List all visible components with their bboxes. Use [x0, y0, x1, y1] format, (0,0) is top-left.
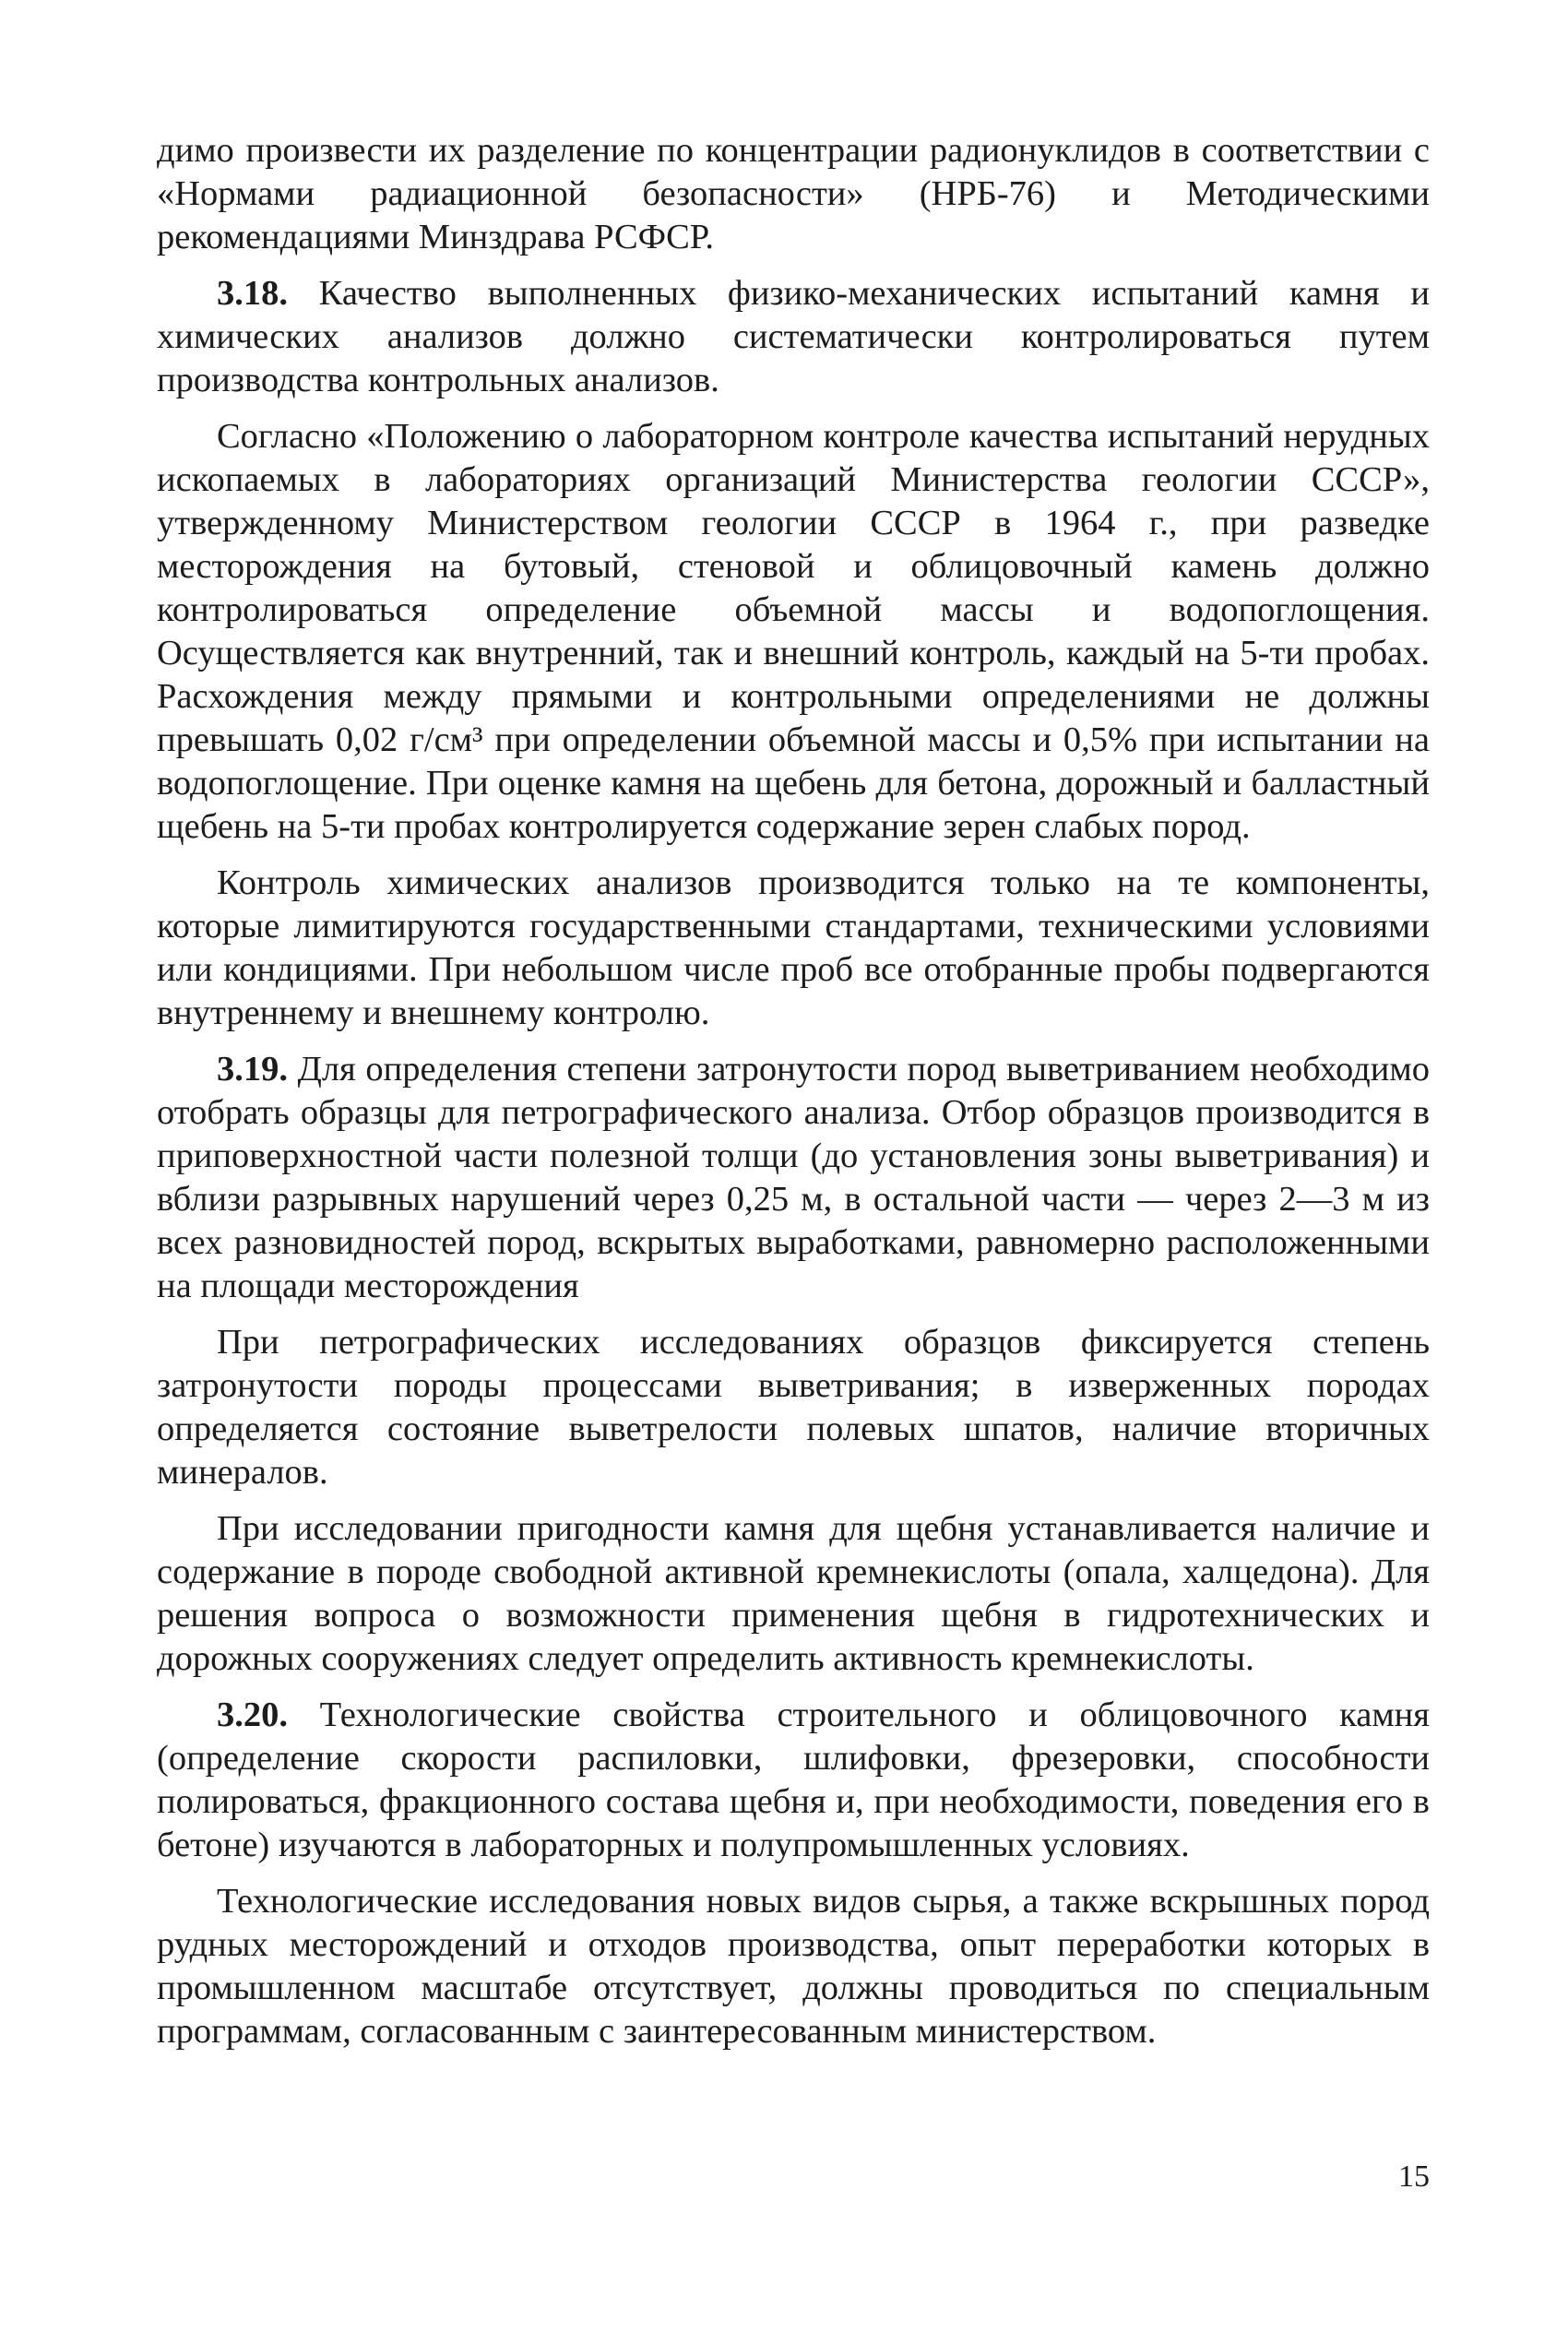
paragraph-text: димо произвести их разделение по концентрации радионуклидов в соответствии с «Нормами радиационной безопасности» (НРБ-76) и Методическими рекомендациями Минздрава РСФСР.	[157, 131, 1430, 256]
paragraph-text: Качество выполненных физико-механических испытаний камня и химических анализов должно систематически контролироваться путем производства контрольных анализов.	[157, 274, 1430, 399]
paragraph	[157, 129, 1430, 259]
paragraph	[157, 1694, 1430, 1867]
section-number: 3.20.	[217, 1695, 288, 1734]
page-number: 15	[1398, 2159, 1430, 2194]
paragraph-text: Технологические исследования новых видов сырья, а также вскрышных пород рудных месторождений и отходов производства, опыт переработки которых в промышленном масштабе отсутствует, должны проводиться по специальным программам, согласованным с заинтересованным министерством.	[157, 1882, 1430, 2051]
paragraph-text: При петрографических исследованиях образцов фиксируется степень затронутости породы процессами выветривания; в изверженных породах определяется состояние выветрелости полевых шпатов, наличие вторичных минералов.	[157, 1323, 1430, 1492]
paragraph	[157, 1880, 1430, 2053]
paragraph-text: Для определения степени затронутости пород выветриванием необходимо отобрать образцы для петрографического анализа. Отбор образцов производится в приповерхностной части полезной толщи (до установления зоны выветривания) и вблизи разрывных нарушений через 0,25 м, в остальной части — через 2—3 м из всех разновидностей пород, вскрытых выработками, равномерно расположенными на площади месторождения	[157, 1050, 1430, 1305]
paragraph	[157, 1507, 1430, 1681]
paragraph-text: Согласно «Положению о лабораторном контроле качества испытаний нерудных ископаемых в лабораториях организаций Министерства геологии СССР», утвержденному Министерством геологии СССР в 1964 г., при разведке месторождения на бутовый, стеновой и облицовочный камень должно контролироваться определение объемной массы и водопоглощения. Осуществляется как внутренний, так и внешний контроль, каждый на 5-ти пробах. Расхождения между прямыми и контрольными определениями не должны превышать 0,02 г/см³ при определении объемной массы и 0,5% при испытании на водопоглощение. При оценке камня на щебень для бетона, дорожный и балластный щебень на 5-ти пробах контролируется содержание зерен слабых пород.	[157, 417, 1430, 846]
section-number: 3.19.	[217, 1050, 288, 1089]
paragraph-text: Контроль химических анализов производится только на те компоненты, которые лимитируются государственными стандартами, техническими условиями или кондициями. При небольшом числе проб все отобранные пробы подвергаются внутреннему и внешнему контролю.	[157, 863, 1430, 1032]
paragraph	[157, 862, 1430, 1035]
paragraph-text: При исследовании пригодности камня для щебня устанавливается наличие и содержание в породе свободной активной кремнекислоты (опала, халцедона). Для решения вопроса о возможности применения щебня в гидротехнических и дорожных сооружениях следует определить активность кремнекислоты.	[157, 1509, 1430, 1678]
paragraph	[157, 415, 1430, 849]
section-number: 3.18.	[217, 274, 288, 313]
text-body	[157, 129, 1430, 2053]
paragraph	[157, 1321, 1430, 1494]
paragraph	[157, 272, 1430, 402]
paragraph	[157, 1048, 1430, 1308]
paragraph-text: Технологические свойства строительного и облицовочного камня (определение скорости распиловки, шлифовки, фрезеровки, способности полироваться, фракционного состава щебня и, при необходимости, поведения его в бетоне) изучаются в лабораторных и полупромышленных условиях.	[157, 1695, 1430, 1864]
